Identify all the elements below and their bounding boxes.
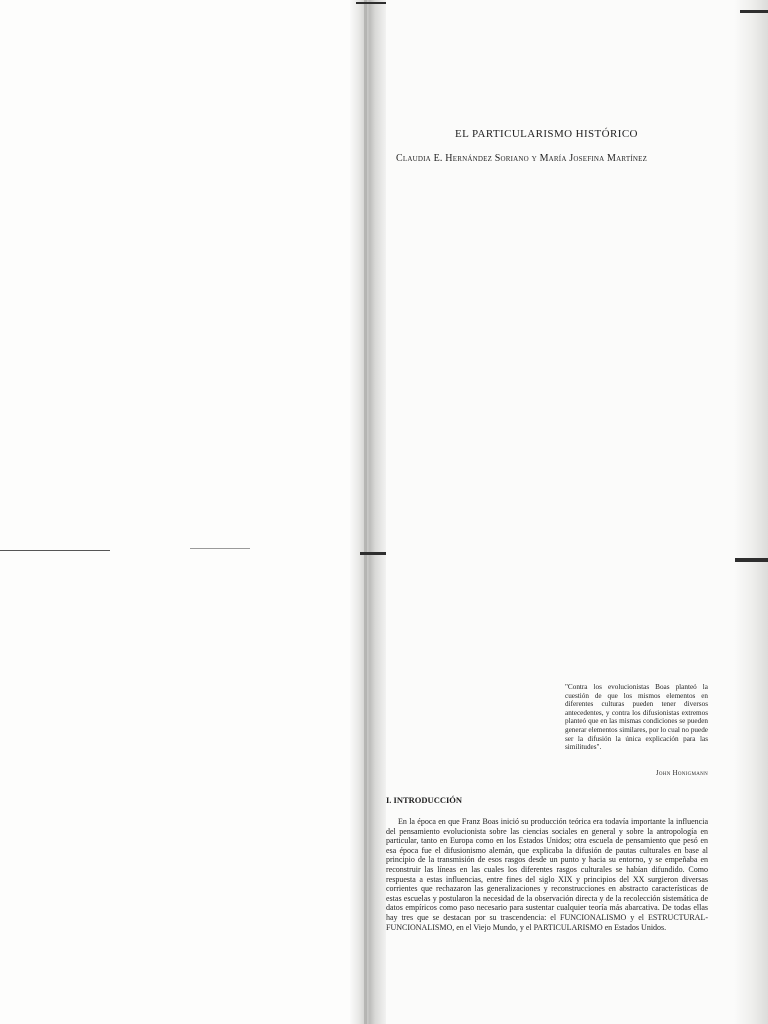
scan-edge-mark bbox=[735, 558, 768, 562]
page-edge-shadow bbox=[734, 545, 768, 1024]
binding-gutter bbox=[350, 0, 386, 545]
article-authors: Claudia E. Hernández Soriano y María Josefina Martínez bbox=[396, 153, 648, 164]
article-page bbox=[386, 545, 768, 1024]
body-paragraph: En la época en que Franz Boas inició su producción teórica era todavía importante la influencia del pensamiento evolucionista sobre las ciencias sociales en general y sobre la antropología en particular, tanto en Europa como en los Estados Unidos; otra escuela de pensamiento que pesó en esa época fue el difusionismo alemán, que explicaba la difusión de pautas culturales en base al principio de la transmisión de esos rasgos desde un punto y hacia su entorno, y se empeñaba en reconstruir las líneas en las cuales los diferentes rasgos culturales se habían difundido. Como respuesta a estas influencias, entre fines del siglo XIX y principios del XX surgieron diversas corrientes que rechazaron las generalizaciones y reconstrucciones en abstracto características de estas escuelas y postularon la necesidad de la observación directa y de la recolección sistemática de datos empíricos como paso necesario para sustentar cualquier teoría más abarcativa. De todas ellas hay tres que se destacan por su trascendencia: el FUNCIONALISMO y el ESTRUCTURAL-FUNCIONALISMO, en el Viejo Mundo, y el PARTICULARISMO en Estados Unidos. bbox=[386, 817, 708, 932]
scan-edge-mark bbox=[190, 548, 250, 549]
article-title: EL PARTICULARISMO HISTÓRICO bbox=[455, 128, 638, 140]
blank-left-page bbox=[0, 545, 355, 1024]
epigraph-quote: "Contra los evolucionistas Boas planteó la cuestión de que los mismos elementos en diferentes culturas pueden tener diversos antecedentes, y contra los difusionistas extremos planteó que en las mismas condiciones se pueden generar elementos similares, por lo cual no puede ser la difusión la única explicación para las similitudes". bbox=[565, 683, 708, 752]
scan-edge-mark bbox=[360, 552, 386, 555]
title-page bbox=[386, 0, 768, 545]
section-heading: I. INTRODUCCIÓN bbox=[386, 795, 463, 805]
scan-edge-mark bbox=[0, 550, 110, 551]
binding-gutter bbox=[350, 545, 386, 1024]
epigraph-author: John Honigmann bbox=[655, 770, 708, 777]
article-spread bbox=[0, 545, 768, 1024]
scan-edge-mark bbox=[356, 2, 386, 4]
blank-left-page bbox=[0, 0, 355, 545]
page-edge-shadow bbox=[734, 0, 768, 545]
scan-edge-mark bbox=[740, 10, 768, 13]
